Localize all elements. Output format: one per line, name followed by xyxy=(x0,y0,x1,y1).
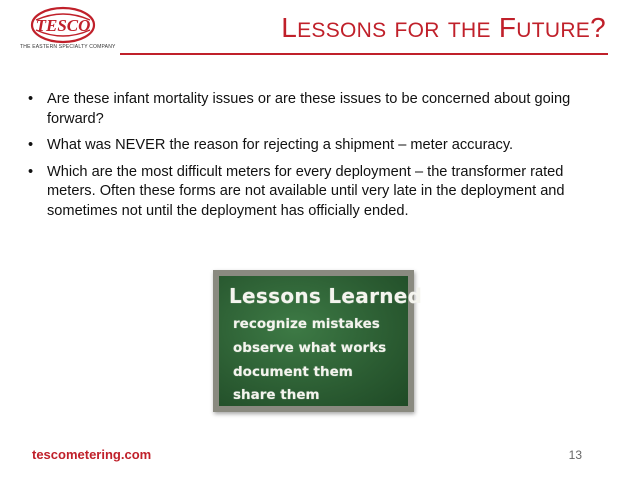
tesco-logo-mark xyxy=(30,6,96,44)
title-initial-l: L xyxy=(281,12,298,43)
bullet-text: Which are the most difficult meters for every deployment – the transformer rated meters. Often these forms are not available until very late in the deployment and sometimes not until the deployment has officially ended. xyxy=(47,163,565,219)
bullet-text: Are these infant mortality issues or are these issues to be concerned about going forward? xyxy=(47,91,571,127)
bullet-marker: • xyxy=(28,137,34,153)
lessons-learned-chalkboard-image xyxy=(213,270,423,412)
title-underline xyxy=(120,53,608,55)
title-word-future: UTURE xyxy=(516,19,591,42)
company-logo xyxy=(20,6,116,56)
logo-tagline: THE EASTERN SPECIALTY COMPANY xyxy=(20,44,116,50)
title-question-mark: ? xyxy=(590,12,606,43)
bullet-text: What was NEVER the reason for rejecting a shipment – meter accuracy. xyxy=(47,137,514,153)
chalkboard-item: share them xyxy=(233,387,320,403)
bullet-marker: • xyxy=(28,163,34,180)
bullet-item xyxy=(28,163,588,222)
bullet-list xyxy=(28,90,588,228)
title-word-for: FOR xyxy=(394,19,440,42)
title-word-lessons: ESSONS xyxy=(297,19,387,42)
footer-website: tescometering.com xyxy=(32,447,152,462)
bullet-item xyxy=(28,136,588,156)
title-word-the: THE xyxy=(447,19,491,42)
chalkboard-item: document them xyxy=(233,364,353,380)
chalkboard-item: recognize mistakes xyxy=(233,316,380,332)
bullet-marker: • xyxy=(28,91,34,107)
chalkboard-item: observe what works xyxy=(233,340,387,356)
title-initial-f: F xyxy=(498,12,517,43)
logo-mark-text: TESCO xyxy=(35,16,91,35)
chalkboard-heading: Lessons Learned xyxy=(229,284,423,308)
chalkboard-surface xyxy=(219,276,423,406)
slide-title xyxy=(281,12,606,44)
bullet-item xyxy=(28,90,588,129)
page-number: 13 xyxy=(568,448,582,462)
